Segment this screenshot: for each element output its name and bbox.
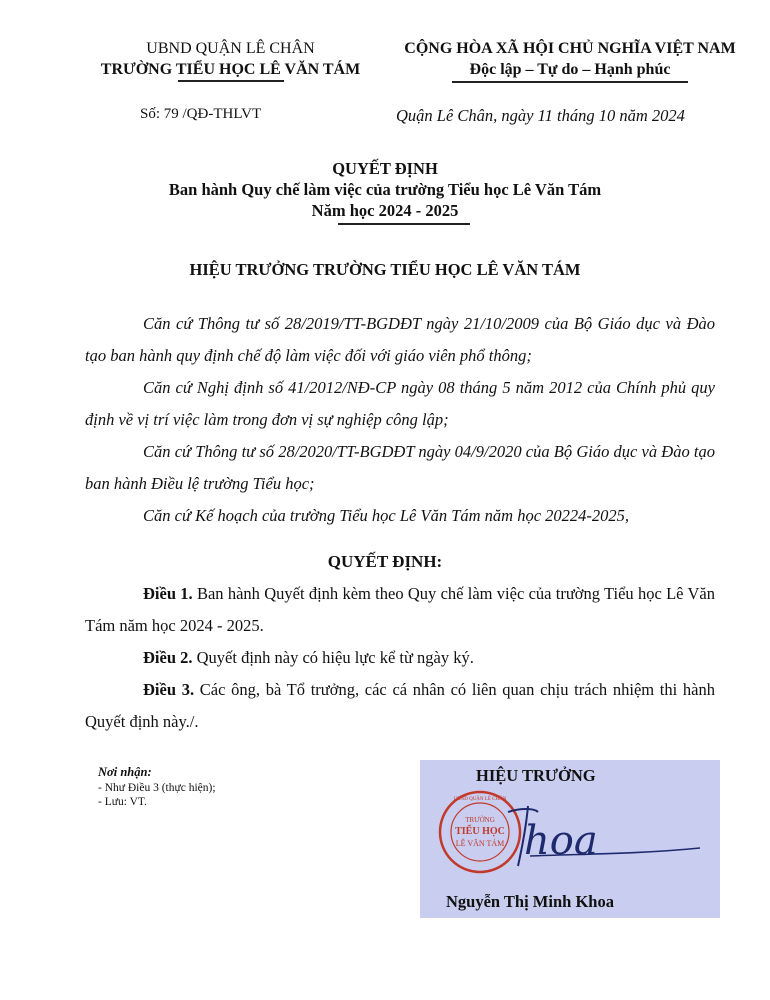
signer-title: HIỆU TRƯỞNG	[476, 766, 596, 785]
recipient-item: - Lưu: VT.	[98, 796, 147, 808]
article-3-label: Điều 3.	[143, 680, 195, 699]
legal-basis-2: Căn cứ Nghị định số 41/2012/NĐ-CP ngày 08 tháng 5 năm 2012 của Chính phủ quy định về vị trí việc làm trong đơn vị sự nghiệp công lập;	[85, 378, 715, 429]
svg-text:UBND QUẬN LÊ CHÂN: UBND QUẬN LÊ CHÂN	[453, 797, 507, 802]
recipient-item: - Như Điều 3 (thực hiện);	[98, 782, 216, 794]
legal-bases	[85, 308, 715, 532]
seal-and-signature	[430, 778, 720, 886]
title-underline	[338, 223, 470, 225]
svg-text:hoa: hoa	[524, 818, 598, 864]
article-3	[85, 674, 715, 738]
country-name: CỘNG HÒA XÃ HỘI CHỦ NGHĨA VIỆT NAM	[404, 40, 736, 57]
article-1-text: Ban hành Quyết định kèm theo Quy chế làm việc của trường Tiểu học Lê Văn Tám năm học 2024 - 2025.	[85, 584, 715, 635]
article-2-label: Điều 2.	[143, 648, 193, 667]
svg-text:TIỂU HỌC: TIỂU HỌC	[455, 826, 505, 837]
recipients	[98, 765, 216, 809]
document-number: Số: 79 /QĐ-THLVT	[140, 106, 262, 122]
title-school-year: Năm học 2024 - 2025	[311, 201, 459, 220]
national-motto	[380, 38, 760, 80]
article-2	[85, 642, 715, 674]
district-committee: UBND QUẬN LÊ CHÂN	[146, 40, 315, 57]
legal-basis-3: Căn cứ Thông tư số 28/2020/TT-BGDĐT ngày 04/9/2020 của Bộ Giáo dục và Đào tạo ban hành Điều lệ trường Tiểu học;	[85, 442, 715, 493]
legal-basis-4: Căn cứ Kế hoạch của trường Tiểu học Lê Văn Tám năm học 20224-2025,	[143, 506, 630, 525]
title-decision: QUYẾT ĐỊNH	[332, 159, 438, 178]
header-left-underline	[178, 80, 284, 82]
document-title	[0, 158, 770, 221]
motto: Độc lập – Tự do – Hạnh phúc	[469, 61, 671, 78]
svg-text:TRƯỜNG: TRƯỜNG	[465, 816, 495, 824]
recipients-heading: Nơi nhận:	[98, 765, 152, 779]
article-2-text: Quyết định này có hiệu lực kể từ ngày ký.	[192, 648, 474, 667]
signer-name: Nguyễn Thị Minh Khoa	[446, 892, 614, 911]
svg-text:LÊ VĂN TÁM: LÊ VĂN TÁM	[455, 839, 505, 848]
official-seal	[440, 792, 520, 872]
legal-basis-1: Căn cứ Thông tư số 28/2019/TT-BGDĐT ngày 21/10/2009 của Bộ Giáo dục và Đào tạo ban hành quy định chế độ làm việc đối với giáo viên phổ thông;	[85, 314, 715, 365]
header-right-underline	[452, 81, 688, 83]
place-and-date: Quận Lê Chân, ngày 11 tháng 10 năm 2024	[396, 106, 685, 125]
issuing-authority: HIỆU TRƯỞNG TRƯỜNG TIỂU HỌC LÊ VĂN TÁM	[189, 260, 581, 279]
article-1-label: Điều 1.	[143, 584, 193, 603]
article-3-text: Các ông, bà Tổ trưởng, các cá nhân có liên quan chịu trách nhiệm thi hành Quyết định này./.	[85, 680, 715, 731]
article-1	[85, 578, 715, 642]
issuing-agency	[58, 38, 403, 80]
handwritten-signature	[508, 806, 700, 866]
title-subject: Ban hành Quy chế làm việc của trường Tiểu học Lê Văn Tám	[168, 180, 602, 199]
articles	[85, 578, 715, 738]
decision-heading: QUYẾT ĐỊNH:	[327, 552, 443, 571]
school-name-header: TRƯỜNG TIỂU HỌC LÊ VĂN TÁM	[100, 61, 361, 78]
